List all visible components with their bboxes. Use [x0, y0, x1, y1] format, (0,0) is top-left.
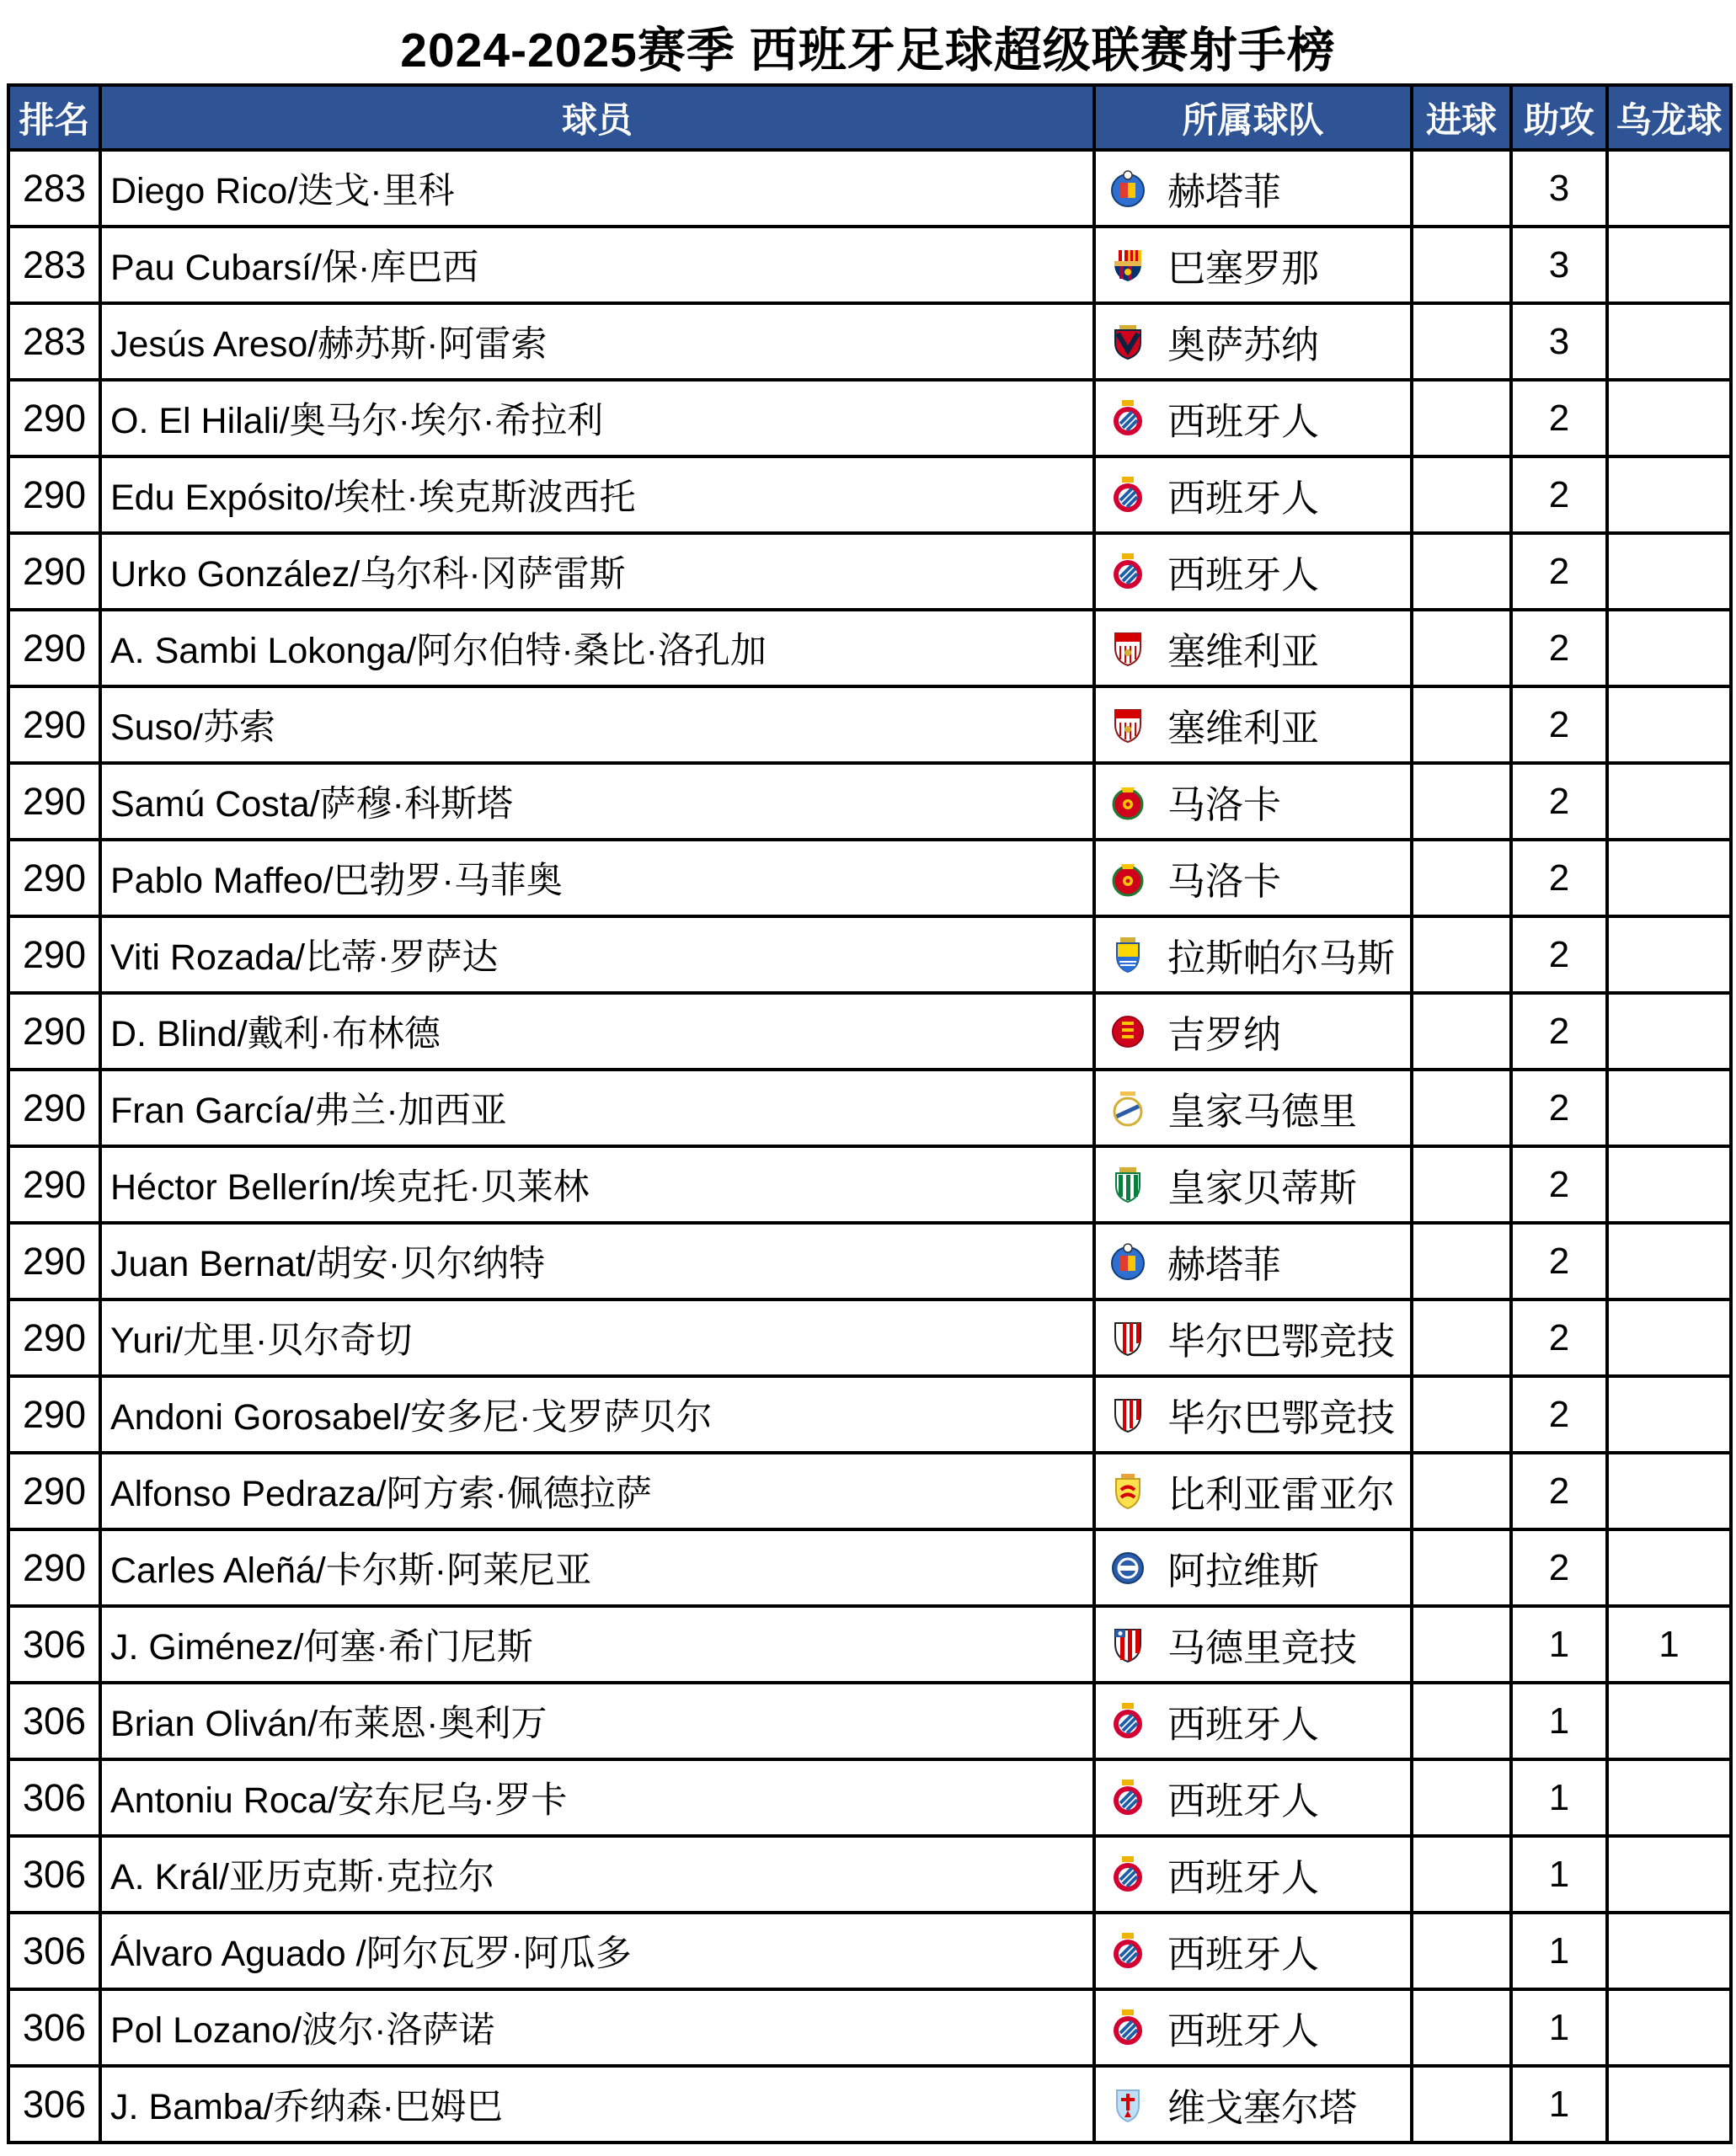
player-cell: Yuri/尤里·贝尔奇切: [100, 1299, 1094, 1376]
team-name: 西班牙人: [1167, 1703, 1320, 1746]
own-goals-cell: [1607, 993, 1731, 1070]
getafe-badge-icon: [1108, 169, 1147, 208]
table-row: [8, 686, 1731, 763]
mallorca-badge-icon: [1108, 782, 1147, 821]
assists-cell: 2: [1511, 1453, 1607, 1529]
table-row: [8, 1529, 1731, 1606]
team-name: 赫塔菲: [1167, 170, 1282, 213]
goals-cell: [1412, 1913, 1511, 1989]
rank-cell: 306: [8, 1913, 100, 1989]
team-wrap: [1097, 1310, 1409, 1365]
assists-cell: 3: [1511, 303, 1607, 380]
espanyol-badge-icon: [1108, 399, 1147, 438]
rank-cell: 306: [8, 2066, 100, 2143]
barcelona-badge-icon: [1108, 246, 1147, 285]
assists-cell: 1: [1511, 2066, 1607, 2143]
team-wrap: [1097, 2000, 1409, 2055]
header-rank: 排名: [8, 85, 100, 150]
team-cell: [1094, 380, 1412, 456]
table-row: [8, 303, 1731, 380]
team-wrap: [1097, 1004, 1409, 1059]
table-row: [8, 227, 1731, 303]
team-wrap: [1097, 237, 1409, 292]
espanyol-badge-icon: [1108, 2009, 1147, 2047]
rank-cell: 290: [8, 533, 100, 610]
assists-cell: 2: [1511, 1223, 1607, 1299]
assists-cell: 2: [1511, 840, 1607, 916]
team-name: 塞维利亚: [1167, 630, 1320, 673]
team-cell: [1094, 1989, 1412, 2066]
own-goals-cell: [1607, 1913, 1731, 1989]
goals-cell: [1412, 1529, 1511, 1606]
team-cell: [1094, 456, 1412, 533]
team-wrap: [1097, 927, 1409, 982]
assists-cell: 2: [1511, 763, 1607, 840]
team-cell: [1094, 1529, 1412, 1606]
alaves-badge-icon: [1108, 1549, 1147, 1588]
rank-cell: 306: [8, 1683, 100, 1759]
rank-cell: 290: [8, 1146, 100, 1223]
header-row: [8, 85, 1731, 150]
villarreal-badge-icon: [1108, 1472, 1147, 1511]
team-wrap: [1097, 1924, 1409, 1978]
header-goals: 进球: [1412, 85, 1511, 150]
assists-cell: 2: [1511, 916, 1607, 993]
assists-cell: 2: [1511, 610, 1607, 686]
team-wrap: [1097, 697, 1409, 752]
own-goals-cell: [1607, 1836, 1731, 1913]
own-goals-cell: 1: [1607, 1606, 1731, 1683]
team-cell: [1094, 1759, 1412, 1836]
assists-cell: 3: [1511, 227, 1607, 303]
team-name: 拉斯帕尔马斯: [1167, 937, 1396, 979]
team-name: 西班牙人: [1167, 1933, 1320, 1976]
espanyol-badge-icon: [1108, 1779, 1147, 1817]
team-cell: [1094, 533, 1412, 610]
team-name: 阿拉维斯: [1167, 1550, 1320, 1593]
team-wrap: [1097, 774, 1409, 829]
rank-cell: 290: [8, 993, 100, 1070]
own-goals-cell: [1607, 1529, 1731, 1606]
team-wrap: [1097, 621, 1409, 675]
rank-cell: 290: [8, 1376, 100, 1453]
goals-cell: [1412, 840, 1511, 916]
goals-cell: [1412, 150, 1511, 227]
team-wrap: [1097, 161, 1409, 216]
team-cell: [1094, 610, 1412, 686]
team-name: 赫塔菲: [1167, 1243, 1282, 1286]
team-cell: [1094, 1453, 1412, 1529]
table-row: [8, 840, 1731, 916]
team-wrap: [1097, 1617, 1409, 1672]
player-cell: Samú Costa/萨穆·科斯塔: [100, 763, 1094, 840]
header-team: 所属球队: [1094, 85, 1412, 150]
team-wrap: [1097, 851, 1409, 905]
team-wrap: [1097, 314, 1409, 369]
team-name: 西班牙人: [1167, 2009, 1320, 2052]
player-cell: Urko González/乌尔科·冈萨雷斯: [100, 533, 1094, 610]
table-row: [8, 1223, 1731, 1299]
team-name: 马德里竞技: [1167, 1626, 1358, 1669]
goals-cell: [1412, 456, 1511, 533]
player-cell: Álvaro Aguado /阿尔瓦罗·阿瓜多: [100, 1913, 1094, 1989]
realmadrid-badge-icon: [1108, 1089, 1147, 1128]
team-wrap: [1097, 1081, 1409, 1135]
team-name: 西班牙人: [1167, 400, 1320, 443]
goals-cell: [1412, 763, 1511, 840]
team-cell: [1094, 150, 1412, 227]
getafe-badge-icon: [1108, 1242, 1147, 1281]
assists-cell: 1: [1511, 1989, 1607, 2066]
rank-cell: 306: [8, 1759, 100, 1836]
player-cell: Héctor Bellerín/埃克托·贝莱林: [100, 1146, 1094, 1223]
team-cell: [1094, 1146, 1412, 1223]
sevilla-badge-icon: [1108, 706, 1147, 744]
player-cell: Fran García/弗兰·加西亚: [100, 1070, 1094, 1146]
assists-cell: 2: [1511, 456, 1607, 533]
goals-cell: [1412, 303, 1511, 380]
player-cell: Juan Bernat/胡安·贝尔纳特: [100, 1223, 1094, 1299]
page-title: 2024-2025赛季 西班牙足球超级联赛射手榜: [400, 24, 1336, 77]
own-goals-cell: [1607, 610, 1731, 686]
player-cell: Antoniu Roca/安东尼乌·罗卡: [100, 1759, 1094, 1836]
team-cell: [1094, 1223, 1412, 1299]
own-goals-cell: [1607, 916, 1731, 993]
own-goals-cell: [1607, 840, 1731, 916]
table-row: [8, 1070, 1731, 1146]
player-cell: Andoni Gorosabel/安多尼·戈罗萨贝尔: [100, 1376, 1094, 1453]
own-goals-cell: [1607, 150, 1731, 227]
espanyol-badge-icon: [1108, 1855, 1147, 1894]
assists-cell: 2: [1511, 1070, 1607, 1146]
goals-cell: [1412, 1453, 1511, 1529]
team-wrap: [1097, 1234, 1409, 1289]
rank-cell: 290: [8, 1453, 100, 1529]
espanyol-badge-icon: [1108, 1702, 1147, 1741]
team-name: 比利亚雷亚尔: [1167, 1473, 1396, 1516]
own-goals-cell: [1607, 1223, 1731, 1299]
goals-cell: [1412, 610, 1511, 686]
rank-cell: 283: [8, 150, 100, 227]
own-goals-cell: [1607, 380, 1731, 456]
team-cell: [1094, 1070, 1412, 1146]
assists-cell: 2: [1511, 533, 1607, 610]
assists-cell: 2: [1511, 993, 1607, 1070]
player-cell: J. Bamba/乔纳森·巴姆巴: [100, 2066, 1094, 2143]
team-name: 西班牙人: [1167, 477, 1320, 520]
table-row: [8, 993, 1731, 1070]
player-cell: A. Král/亚历克斯·克拉尔: [100, 1836, 1094, 1913]
goals-cell: [1412, 1606, 1511, 1683]
assists-cell: 1: [1511, 1759, 1607, 1836]
goals-cell: [1412, 1759, 1511, 1836]
player-cell: Viti Rozada/比蒂·罗萨达: [100, 916, 1094, 993]
player-cell: Edu Expósito/埃杜·埃克斯波西托: [100, 456, 1094, 533]
own-goals-cell: [1607, 1989, 1731, 2066]
player-cell: J. Giménez/何塞·希门尼斯: [100, 1606, 1094, 1683]
rank-cell: 290: [8, 1529, 100, 1606]
team-wrap: [1097, 391, 1409, 446]
rank-cell: 290: [8, 686, 100, 763]
assists-cell: 1: [1511, 1913, 1607, 1989]
goals-cell: [1412, 533, 1511, 610]
own-goals-cell: [1607, 1683, 1731, 1759]
assists-cell: 2: [1511, 1376, 1607, 1453]
table-row: [8, 1683, 1731, 1759]
betis-badge-icon: [1108, 1166, 1147, 1204]
player-cell: Pau Cubarsí/保·库巴西: [100, 227, 1094, 303]
team-cell: [1094, 686, 1412, 763]
player-cell: Diego Rico/迭戈·里科: [100, 150, 1094, 227]
team-wrap: [1097, 1157, 1409, 1212]
rank-cell: 290: [8, 763, 100, 840]
player-cell: Jesús Areso/赫苏斯·阿雷索: [100, 303, 1094, 380]
athletic-badge-icon: [1108, 1319, 1147, 1358]
osasuna-badge-icon: [1108, 323, 1147, 361]
team-cell: [1094, 227, 1412, 303]
own-goals-cell: [1607, 227, 1731, 303]
team-name: 毕尔巴鄂竞技: [1167, 1396, 1396, 1439]
espanyol-badge-icon: [1108, 1932, 1147, 1971]
team-name: 塞维利亚: [1167, 707, 1320, 750]
assists-cell: 2: [1511, 380, 1607, 456]
goals-cell: [1412, 1146, 1511, 1223]
rank-cell: 306: [8, 1606, 100, 1683]
table-row: [8, 916, 1731, 993]
rank-cell: 306: [8, 1989, 100, 2066]
own-goals-cell: [1607, 763, 1731, 840]
celta-badge-icon: [1108, 2085, 1147, 2124]
goals-cell: [1412, 1836, 1511, 1913]
own-goals-cell: [1607, 1299, 1731, 1376]
team-cell: [1094, 840, 1412, 916]
table-row: [8, 533, 1731, 610]
own-goals-cell: [1607, 1453, 1731, 1529]
assists-cell: 1: [1511, 1683, 1607, 1759]
goals-cell: [1412, 916, 1511, 993]
girona-badge-icon: [1108, 1012, 1147, 1051]
team-name: 皇家贝蒂斯: [1167, 1166, 1358, 1209]
team-cell: [1094, 2066, 1412, 2143]
assists-cell: 3: [1511, 150, 1607, 227]
header-own-goals: 乌龙球: [1607, 85, 1731, 150]
team-name: 马洛卡: [1167, 783, 1282, 826]
team-cell: [1094, 1683, 1412, 1759]
own-goals-cell: [1607, 686, 1731, 763]
atletico-badge-icon: [1108, 1625, 1147, 1664]
table-row: [8, 1453, 1731, 1529]
own-goals-cell: [1607, 1376, 1731, 1453]
team-cell: [1094, 916, 1412, 993]
assists-cell: 2: [1511, 1146, 1607, 1223]
team-cell: [1094, 993, 1412, 1070]
team-wrap: [1097, 2077, 1409, 2132]
table-row: [8, 1759, 1731, 1836]
espanyol-badge-icon: [1108, 552, 1147, 591]
team-name: 西班牙人: [1167, 1780, 1320, 1822]
laspalmas-badge-icon: [1108, 936, 1147, 974]
goals-cell: [1412, 1070, 1511, 1146]
team-cell: [1094, 1913, 1412, 1989]
rank-cell: 290: [8, 840, 100, 916]
player-cell: Pablo Maffeo/巴勃罗·马菲奥: [100, 840, 1094, 916]
player-cell: Suso/苏索: [100, 686, 1094, 763]
goals-cell: [1412, 993, 1511, 1070]
player-cell: Carles Aleñá/卡尔斯·阿莱尼亚: [100, 1529, 1094, 1606]
team-cell: [1094, 1606, 1412, 1683]
team-wrap: [1097, 1694, 1409, 1748]
team-name: 西班牙人: [1167, 1856, 1320, 1899]
espanyol-badge-icon: [1108, 476, 1147, 515]
own-goals-cell: [1607, 1146, 1731, 1223]
rank-cell: 283: [8, 227, 100, 303]
rank-cell: 290: [8, 1070, 100, 1146]
goals-cell: [1412, 1376, 1511, 1453]
team-cell: [1094, 1836, 1412, 1913]
own-goals-cell: [1607, 456, 1731, 533]
team-cell: [1094, 1299, 1412, 1376]
table-row: [8, 1606, 1731, 1683]
header-assists: 助攻: [1511, 85, 1607, 150]
goals-cell: [1412, 380, 1511, 456]
team-cell: [1094, 763, 1412, 840]
team-cell: [1094, 303, 1412, 380]
table-row: [8, 2066, 1731, 2143]
rank-cell: 290: [8, 1223, 100, 1299]
table-row: [8, 380, 1731, 456]
team-wrap: [1097, 1770, 1409, 1825]
assists-cell: 2: [1511, 686, 1607, 763]
rank-cell: 283: [8, 303, 100, 380]
assists-cell: 1: [1511, 1836, 1607, 1913]
athletic-badge-icon: [1108, 1396, 1147, 1434]
goals-cell: [1412, 1683, 1511, 1759]
team-name: 吉罗纳: [1167, 1013, 1282, 1056]
team-wrap: [1097, 544, 1409, 599]
team-name: 巴塞罗那: [1167, 247, 1320, 290]
team-name: 西班牙人: [1167, 553, 1320, 596]
table-body: [8, 150, 1731, 2143]
goals-cell: [1412, 686, 1511, 763]
table-row: [8, 610, 1731, 686]
assists-cell: 1: [1511, 1606, 1607, 1683]
goals-cell: [1412, 227, 1511, 303]
player-cell: Alfonso Pedraza/阿方索·佩德拉萨: [100, 1453, 1094, 1529]
sevilla-badge-icon: [1108, 629, 1147, 668]
player-cell: D. Blind/戴利·布林德: [100, 993, 1094, 1070]
team-cell: [1094, 1376, 1412, 1453]
table-row: [8, 456, 1731, 533]
own-goals-cell: [1607, 1759, 1731, 1836]
table-row: [8, 763, 1731, 840]
rank-cell: 290: [8, 1299, 100, 1376]
team-wrap: [1097, 1540, 1409, 1595]
player-cell: Pol Lozano/波尔·洛萨诺: [100, 1989, 1094, 2066]
team-name: 马洛卡: [1167, 860, 1282, 903]
rank-cell: 290: [8, 380, 100, 456]
player-cell: Brian Oliván/布莱恩·奥利万: [100, 1683, 1094, 1759]
team-wrap: [1097, 1387, 1409, 1442]
team-name: 皇家马德里: [1167, 1090, 1358, 1133]
goals-cell: [1412, 1299, 1511, 1376]
table-row: [8, 1836, 1731, 1913]
scorers-table: [7, 83, 1733, 2144]
assists-cell: 2: [1511, 1299, 1607, 1376]
own-goals-cell: [1607, 2066, 1731, 2143]
team-name: 维戈塞尔塔: [1167, 2086, 1358, 2129]
player-cell: A. Sambi Lokonga/阿尔伯特·桑比·洛孔加: [100, 610, 1094, 686]
team-name: 毕尔巴鄂竞技: [1167, 1320, 1396, 1363]
rank-cell: 290: [8, 610, 100, 686]
goals-cell: [1412, 1223, 1511, 1299]
header-player: 球员: [100, 85, 1094, 150]
team-name: 奥萨苏纳: [1167, 323, 1320, 366]
player-cell: O. El Hilali/奥马尔·埃尔·希拉利: [100, 380, 1094, 456]
table-row: [8, 1146, 1731, 1223]
table-row: [8, 1376, 1731, 1453]
rank-cell: 290: [8, 456, 100, 533]
rank-cell: 306: [8, 1836, 100, 1913]
own-goals-cell: [1607, 1070, 1731, 1146]
table-row: [8, 1913, 1731, 1989]
table-row: [8, 1989, 1731, 2066]
table-row: [8, 1299, 1731, 1376]
goals-cell: [1412, 2066, 1511, 2143]
own-goals-cell: [1607, 303, 1731, 380]
rank-cell: 290: [8, 916, 100, 993]
mallorca-badge-icon: [1108, 859, 1147, 898]
assists-cell: 2: [1511, 1529, 1607, 1606]
team-wrap: [1097, 1464, 1409, 1518]
own-goals-cell: [1607, 533, 1731, 610]
team-wrap: [1097, 1847, 1409, 1902]
team-wrap: [1097, 467, 1409, 522]
goals-cell: [1412, 1989, 1511, 2066]
table-row: [8, 150, 1731, 227]
